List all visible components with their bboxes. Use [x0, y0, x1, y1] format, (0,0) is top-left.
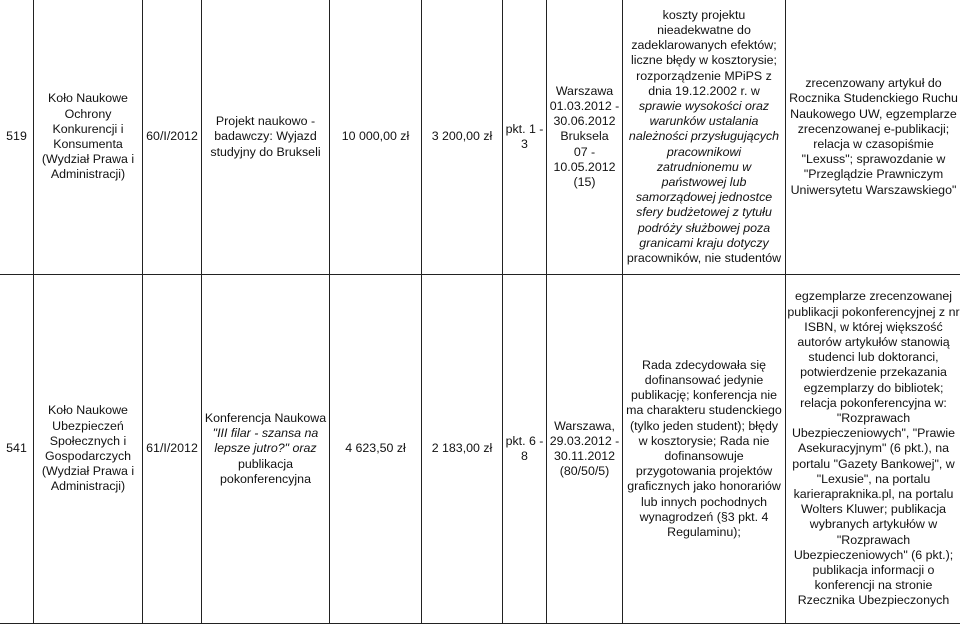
- effects-line: Asekuracyjnym" (6 pkt.), na: [797, 441, 950, 456]
- notes-line: podróży służbowej poza: [637, 220, 771, 235]
- effects-line: zrecenzowanej e-publikacji;: [797, 121, 950, 136]
- project-line: "III filar - szansa na: [212, 426, 319, 441]
- organization-line: Ochrony: [64, 106, 112, 121]
- effects-line: zrecenzowany artykuł do: [805, 76, 942, 91]
- project-line: badawczy: Wyjazd: [214, 129, 317, 144]
- row-number: 519: [0, 0, 34, 275]
- notes-line: w kosztorysie; Rada nie: [638, 433, 770, 448]
- effects-line: portalu "Gazety Bankowej", w: [792, 456, 955, 471]
- place-dates-line: (80/50/5): [559, 464, 610, 479]
- organization-line: (Wydział Prawa i: [41, 152, 135, 167]
- effects-line: Wolters Kluwer; publikacja: [800, 502, 947, 517]
- effects-line: autorów artykułów stanowią: [797, 334, 950, 349]
- project-line: Konferencja Naukowa: [204, 410, 327, 425]
- organization-line: Społecznych i: [49, 433, 127, 448]
- notes-line: samorządowej jednostce: [635, 190, 773, 205]
- notes-line: zadeklarowanych efektów;: [631, 38, 777, 53]
- notes-line: granicami kraju dotyczy: [639, 235, 769, 250]
- project-cell: [202, 0, 330, 275]
- effects-line: "Rozprawach: [836, 532, 911, 547]
- project-line: Projekt naukowo -: [215, 114, 316, 129]
- organization-line: Administracji): [50, 479, 126, 494]
- notes-line: sprawie wysokości oraz: [638, 98, 770, 113]
- organization-line: Koło Naukowe: [48, 403, 128, 418]
- notes-line: przygotowania projektów: [635, 464, 773, 479]
- table-row: [0, 275, 960, 624]
- notes-line: lub innych pochodnych: [640, 494, 768, 509]
- place-dates-line: Bruksela: [560, 129, 609, 144]
- place-dates-line: 10.05.2012: [553, 159, 616, 174]
- effects-line: "Lexusie", na portalu: [816, 471, 931, 486]
- notes-line: warunków ustalania: [649, 114, 759, 129]
- notes-line: wynagrodzeń (§3 pkt. 4: [639, 509, 769, 524]
- total-cost: 10 000,00 zł: [330, 0, 422, 275]
- effects-line: Rocznika Studenckiego Ruchu: [789, 91, 958, 106]
- notes-line: pracowników, nie studentów: [626, 251, 782, 266]
- place-dates-line: (15): [573, 175, 596, 189]
- notes-line: koszty projektu: [662, 7, 746, 22]
- effects-line: Ubezpieczeniowych", "Prawie: [791, 426, 956, 441]
- granted-amount: 3 200,00 zł: [422, 0, 503, 275]
- total-cost: 4 623,50 zł: [330, 275, 422, 624]
- organization-line: Administracji): [50, 167, 126, 182]
- notes-line: graficznych jako honorariów: [627, 479, 781, 494]
- effects-line: konferencji na stronie: [814, 578, 933, 593]
- place-dates-line: Warszawa: [555, 83, 614, 98]
- notes-line: publikację; konferencja nie: [630, 388, 778, 403]
- organization-line: Konkurencji i: [52, 121, 124, 136]
- effects-line: relacja w czasopiśmie: [813, 137, 934, 151]
- effects-line: Uniwersytetu Warszawskiego": [790, 182, 957, 197]
- place-dates-line: 30.06.2012: [553, 114, 616, 129]
- effects-line: ISBN, w której większość: [804, 319, 943, 334]
- notes-line: liczne błędy w kosztorysie;: [631, 53, 777, 68]
- organization-line: Ubezpieczeń: [52, 418, 124, 433]
- notes-line: dofinansować jedynie: [644, 372, 764, 387]
- place-dates-line: 07 -: [573, 144, 596, 159]
- organization-cell: [34, 0, 143, 275]
- notes-line: nieadekwatne do: [657, 22, 751, 37]
- effects-line: egzemplarze zrecenzowanej: [794, 289, 953, 304]
- notes-cell: [623, 275, 786, 624]
- project-line: lepsze jutro?" oraz: [214, 441, 317, 456]
- effects-line: relacja pokonferencyjna w:: [800, 395, 947, 410]
- notes-line: sfery budżetowej z tytułu: [636, 205, 772, 220]
- notes-line: ma charakteru studenckiego: [626, 403, 782, 418]
- project-line: pokonferencyjna: [220, 471, 311, 486]
- project-line: studyjny do Brukseli: [210, 144, 321, 159]
- application-number: 61/I/2012: [143, 275, 202, 624]
- application-number: 60/I/2012: [143, 0, 202, 275]
- place-dates-line: Warszawa,: [554, 418, 615, 433]
- row-number: 541: [0, 275, 34, 624]
- project-line: publikacja: [237, 456, 294, 471]
- effects-line: "Rozprawach: [836, 410, 911, 425]
- effects-line: "Przeglądzie Prawniczym: [803, 167, 944, 182]
- effects-line: Ubezpieczeniowych" (6 pkt.);: [793, 547, 954, 562]
- notes-line: (tylko jeden student); błędy: [629, 418, 779, 433]
- effects-cell: [786, 0, 960, 275]
- notes-line: państwowej lub: [661, 175, 747, 189]
- effects-line: studenci lub doktoranci,: [808, 350, 939, 365]
- granted-amount: 2 183,00 zł: [422, 275, 503, 624]
- notes-line: rozporządzenie MPiPS z: [636, 68, 772, 83]
- notes-line: należności przysługujących: [628, 129, 780, 144]
- paragraph-ref: pkt. 6 - 8: [503, 275, 547, 624]
- place-dates-line: 30.11.2012: [553, 449, 616, 463]
- effects-line: "Lexuss"; sprawozdanie w: [801, 152, 946, 167]
- effects-line: publikacja informacji o: [812, 563, 935, 578]
- effects-line: karierapraknika.pl, na portalu: [793, 487, 954, 501]
- effects-line: Naukowego UW, egzemplarze: [790, 106, 957, 121]
- place-dates-cell: [547, 0, 623, 275]
- notes-cell: [623, 0, 786, 275]
- notes-line: dnia 19.12.2002 r. w: [648, 83, 760, 98]
- paragraph-ref: pkt. 1 - 3: [503, 0, 547, 275]
- place-dates-line: 01.03.2012 -: [549, 98, 620, 113]
- effects-line: publikacji pokonferencyjnej z nr: [787, 304, 960, 319]
- notes-line: zatrudnionemu w: [656, 159, 752, 174]
- table-row: [0, 0, 960, 275]
- organization-cell: [34, 275, 143, 624]
- organization-line: Konsumenta: [53, 137, 123, 151]
- effects-line: Rzecznika Ubezpieczonych: [797, 593, 950, 608]
- notes-line: pracownikowi: [666, 144, 742, 159]
- organization-line: (Wydział Prawa i: [41, 464, 135, 479]
- notes-line: Rada zdecydowała się: [642, 357, 766, 372]
- organization-line: Gospodarczych: [44, 449, 132, 463]
- organization-line: Koło Naukowe: [48, 91, 128, 106]
- effects-line: potwierdzenie przekazania: [800, 365, 947, 380]
- effects-line: egzemplarzy do bibliotek;: [803, 380, 944, 395]
- project-cell: [202, 275, 330, 624]
- place-dates-line: 29.03.2012 -: [549, 433, 620, 448]
- place-dates-cell: [547, 275, 623, 624]
- effects-cell: [786, 275, 960, 624]
- effects-line: wybranych artykułów w: [809, 517, 938, 532]
- notes-line: dofinansowuje: [664, 449, 744, 463]
- notes-line: Regulaminu);: [667, 525, 741, 540]
